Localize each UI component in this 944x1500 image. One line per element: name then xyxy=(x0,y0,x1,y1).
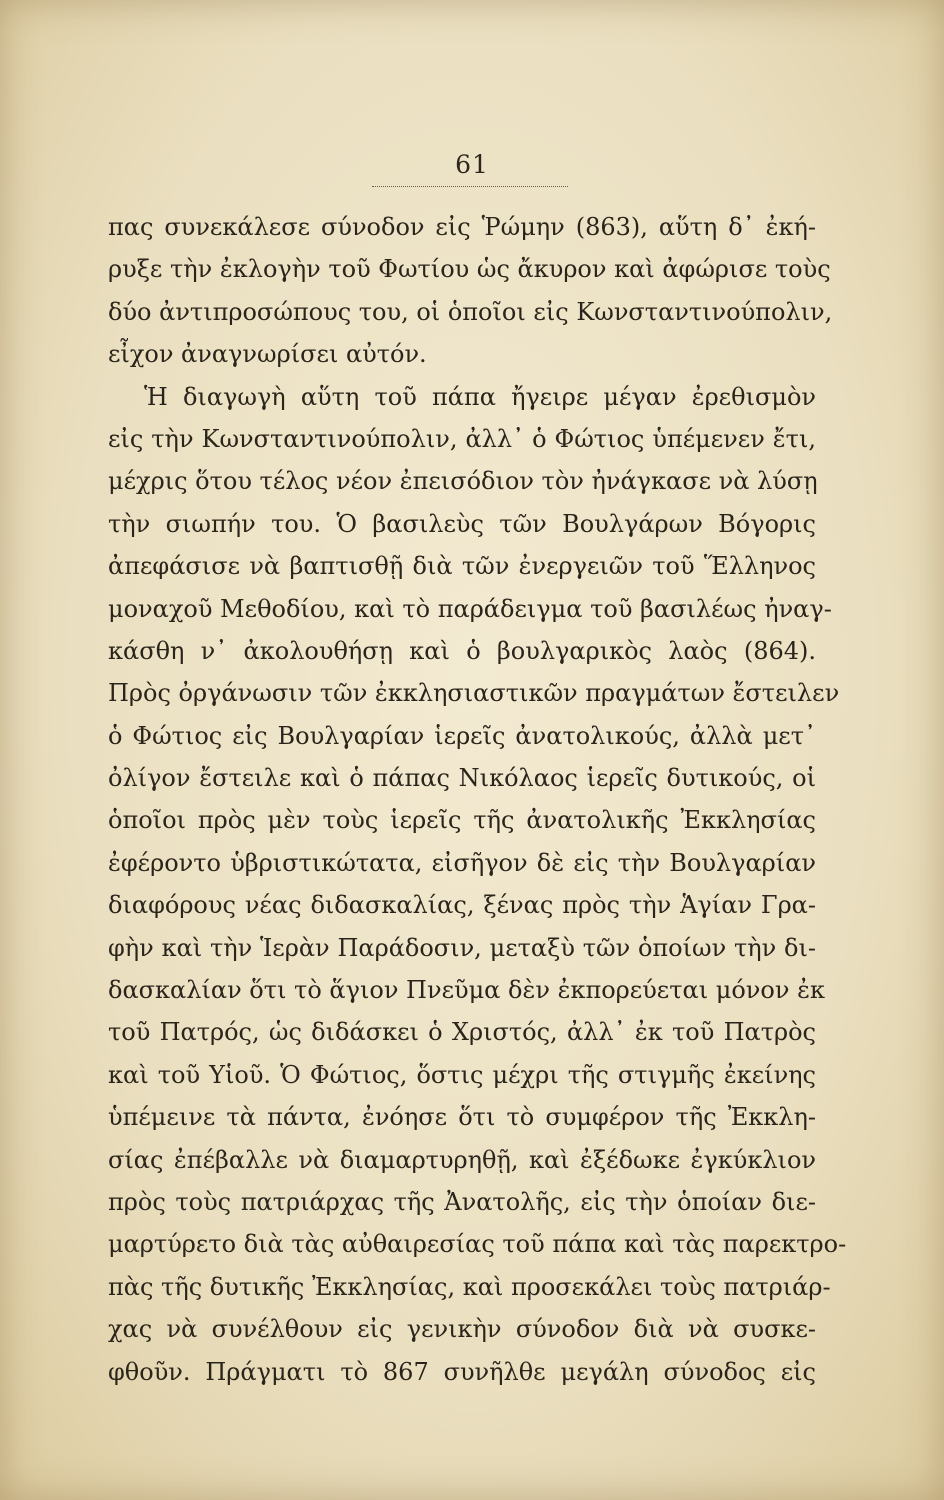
text-line: σίας ἐπέβαλλε νὰ διαμαρτυρηθῇ, καὶ ἐξέδωκε ἐγκύκλιον xyxy=(108,1145,816,1174)
text-line: Ἡ διαγωγὴ αὕτη τοῦ πάπα ἤγειρε μέγαν ἐρεθισμὸν xyxy=(144,382,816,411)
text-line: ὁποῖοι πρὸς μὲν τοὺς ἱερεῖς τῆς ἀνατολικῆς Ἐκκλησίας xyxy=(108,806,816,835)
text-line: πρὸς τοὺς πατριάρχας τῆς Ἀνατολῆς, εἰς τὴν ὁποίαν διε- xyxy=(108,1187,816,1216)
text-line: Πρὸς ὀργάνωσιν τῶν ἐκκλησιαστικῶν πραγμάτων ἔστειλεν xyxy=(108,679,840,708)
text-line: δασκαλίαν ὅτι τὸ ἅγιον Πνεῦμα δὲν ἐκπορεύεται μόνον ἐκ xyxy=(108,976,825,1005)
page-number: 61 xyxy=(455,150,489,179)
text-line: φὴν καὶ τὴν Ἱερὰν Παράδοσιν, μεταξὺ τῶν ὁποίων τὴν δι- xyxy=(108,933,816,962)
text-line: μέχρις ὅτου τέλος νέον ἐπεισόδιον τὸν ἠνάγκασε νὰ λύσῃ xyxy=(108,467,818,496)
text-line: ὀλίγον ἔστειλε καὶ ὁ πάπας Νικόλαος ἱερεῖς δυτικούς, οἱ xyxy=(108,764,816,793)
text-line: μοναχοῦ Μεθοδίου, καὶ τὸ παράδειγμα τοῦ βασιλέως ἠναγ- xyxy=(108,594,832,623)
text-line: κάσθη ν᾽ ἀκολουθήσῃ καὶ ὁ βουλγαρικὸς λαὸς (864). xyxy=(108,636,816,665)
text-line: τοῦ Πατρός, ὡς διδάσκει ὁ Χριστός, ἀλλ᾽ ἐκ τοῦ Πατρὸς xyxy=(108,1018,816,1047)
text-line: ρυξε τὴν ἐκλογὴν τοῦ Φωτίου ὡς ἄκυρον καὶ ἀφώρισε τοὺς xyxy=(108,255,831,284)
text-line: χας νὰ συνέλθουν εἰς γενικὴν σύνοδον διὰ νὰ συσκε- xyxy=(108,1315,816,1344)
text-line: ὁ Φώτιος εἰς Βουλγαρίαν ἱερεῖς ἀνατολικούς, ἀλλὰ μετ᾽ xyxy=(108,721,816,750)
text-line: δύο ἀντιπροσώπους του, οἱ ὁποῖοι εἰς Κωνσταντινούπολιν, xyxy=(108,297,833,326)
text-line: ὑπέμεινε τὰ πάντα, ἐνόησε ὅτι τὸ συμφέρον τῆς Ἐκκλη- xyxy=(108,1103,816,1132)
body-text xyxy=(108,206,847,1393)
header-rule xyxy=(372,186,568,187)
text-line: τὴν σιωπήν του. Ὁ βασιλεὺς τῶν Βουλγάρων Βόγορις xyxy=(108,509,816,538)
text-line: μαρτύρετο διὰ τὰς αὐθαιρεσίας τοῦ πάπα καὶ τὰς παρεκτρο- xyxy=(108,1230,847,1259)
text-line: καὶ τοῦ Υἱοῦ. Ὁ Φώτιος, ὅστις μέχρι τῆς στιγμῆς ἐκείνης xyxy=(108,1060,816,1089)
text-line: ἀπεφάσισε νὰ βαπτισθῇ διὰ τῶν ἐνεργειῶν τοῦ Ἕλληνος xyxy=(108,552,816,581)
text-line: διαφόρους νέας διδασκαλίας, ξένας πρὸς τὴν Ἁγίαν Γρα- xyxy=(108,891,816,920)
text-line: εἰς τὴν Κωνσταντινούπολιν, ἀλλ᾽ ὁ Φώτιος ὑπέμενεν ἔτι, xyxy=(108,424,816,453)
text-line: πας συνεκάλεσε σύνοδον εἰς Ῥώμην (863), αὕτη δ᾽ ἐκή- xyxy=(108,213,816,241)
text-line: φθοῦν. Πράγματι τὸ 867 συνῆλθε μεγάλη σύνοδος εἰς xyxy=(108,1357,816,1386)
text-line: εἶχον ἀναγνωρίσει αὐτόν. xyxy=(108,340,427,369)
text-line: πὰς τῆς δυτικῆς Ἐκκλησίας, καὶ προσεκάλει τοὺς πατριάρ- xyxy=(108,1272,831,1301)
text-line: ἐφέροντο ὑβριστικώτατα, εἰσῆγον δὲ εἰς τὴν Βουλγαρίαν xyxy=(108,848,816,877)
